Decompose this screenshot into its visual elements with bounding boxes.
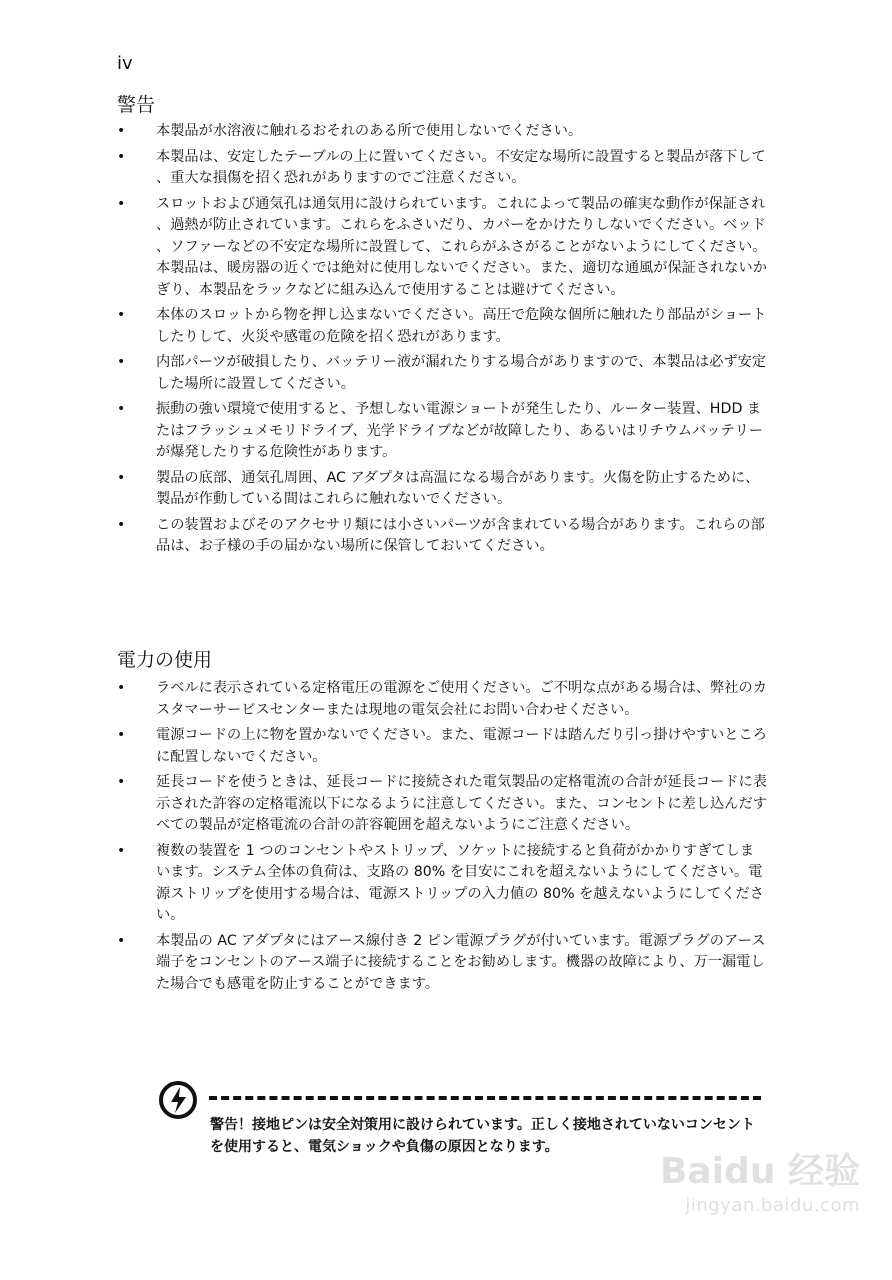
power-item-text: 電源コードの上に物を置かないでください。また、電源コードは踏んだり引っ掛けやすいところに配置しないでください。	[156, 727, 767, 765]
power-item	[117, 725, 767, 768]
warning-item-text: この装置およびそのアクセサリ類には小さいパーツが含まれている場合があります。これらの部品は、お子様の手の届かない場所に保管しておいてください。	[156, 516, 765, 554]
warning-item-text: 製品の底部、通気孔周囲、AC アダプタは高温になる場合があります。火傷を防止するために、製品が作動している間はこれらに触れないでください。	[156, 469, 760, 507]
callout-dashed-separator	[209, 1096, 761, 1100]
bullet-icon: •	[117, 195, 126, 212]
power-item	[117, 678, 767, 721]
power-item-text: 複数の装置を 1 つのコンセントやストリップ、ソケットに接続すると負荷がかかりすぎてしまいます。システム全体の負荷は、支路の 80% を目安にこれを超えないようにしてください。電源ストリップを使用する場合は、電源ストリップの入力値の 80% を越えないようにしてください。	[156, 842, 764, 923]
warning-section-title: 警告	[117, 94, 156, 116]
warning-item-text: 内部パーツが破損したり、バッテリー液が漏れたりする場合がありますので、本製品は必ず安定した場所に設置してください。	[156, 354, 767, 392]
callout-warning-text: 警告！接地ピンは安全対策用に設けられています。正しく接地されていないコンセントを使用すると、電気ショックや負傷の原因となります。	[210, 1117, 755, 1155]
warning-item	[117, 305, 767, 348]
warning-item	[117, 468, 767, 511]
power-item-text: 延長コードを使うときは、延長コードに接続された電気製品の定格電流の合計が延長コードに表示された許容の定格電流以下になるように注意してください。また、コンセントに差し込んだすべての製品が定格電流の合計の許容範囲を超えないようにご注意ください。	[156, 774, 767, 833]
warning-item-text: 本体のスロットから物を押し込まないでください。高圧で危険な個所に触れたり部品がショートしたりして、火災や感電の危険を招く恐れがあります。	[156, 307, 767, 345]
bullet-icon: •	[117, 727, 126, 743]
power-item	[117, 931, 767, 996]
warning-item-text: 本製品は、安定したテーブルの上に置いてください。不安定な場所に設置すると製品が落下して、重大な損傷を招く恐れがありますのでご注意ください。	[156, 148, 766, 186]
bullet-icon: •	[117, 401, 126, 417]
bullet-icon: •	[117, 123, 126, 139]
warning-item	[117, 121, 767, 143]
watermark-logo	[610, 1150, 860, 1252]
power-list	[117, 678, 767, 999]
warning-item	[117, 399, 767, 464]
bullet-icon: •	[117, 148, 126, 165]
bullet-icon: •	[117, 469, 126, 486]
lightning-warning-icon	[157, 1079, 199, 1121]
warning-item	[117, 352, 767, 395]
warning-item	[117, 194, 767, 302]
bullet-icon: •	[117, 842, 126, 859]
bullet-icon: •	[117, 680, 126, 696]
warning-list	[117, 121, 767, 562]
warning-item-text: 振動の強い環境で使用すると、予想しない電源ショートが発生したり、ルーター装置、HDD またはフラッシュメモリドライブ、光学ドライブなどが故障したり、あるいはリチウムバッテリーが爆発したりする危険性があります。	[156, 401, 764, 460]
power-item-text: 本製品の AC アダプタにはアース線付き 2 ピン電源プラグが付いています。電源プラグのアース端子をコンセントのアース端子に接続することをお勧めします。機器の故障により、万一漏電した場合でも感電を防止することができます。	[156, 932, 766, 992]
warning-item	[117, 147, 767, 190]
power-item	[117, 841, 767, 927]
warning-item	[117, 515, 767, 558]
page-number: iv	[117, 53, 133, 74]
watermark-brand: Baidu 经验	[659, 1151, 860, 1192]
power-item-text: ラベルに表示されている定格電圧の電源をご使用ください。ご不明な点がある場合は、弊社のカスタマーサービスセンターまたは現地の電気会社にお問い合わせください。	[156, 680, 767, 718]
bullet-icon: •	[117, 516, 126, 533]
bullet-icon: •	[117, 307, 126, 323]
warning-item-text: 本製品が水溶液に触れるおそれのある所で使用しないでください。	[156, 123, 583, 139]
bullet-icon: •	[117, 774, 126, 790]
power-section-title: 電力の使用	[117, 649, 213, 671]
power-item	[117, 772, 767, 837]
bullet-icon: •	[117, 932, 126, 949]
bullet-icon: •	[117, 354, 126, 370]
warning-item-text: スロットおよび通気孔は通気用に設けられています。これによって製品の確実な動作が保証され、過熱が防止されています。これらをふさいだり、カバーをかけたりしないでください。ベッド、ソファーなどの不安定な場所に設置して、これらがふさがることがないようにしてください。本製品は、暖房器の近くでは絶対に使用しないでください。また、適切な通風が保証されないかぎり、本製品をラックなどに組み込んで使用することは避けてください。	[156, 195, 767, 298]
watermark-site: jingyan.baidu.com	[685, 1195, 860, 1216]
